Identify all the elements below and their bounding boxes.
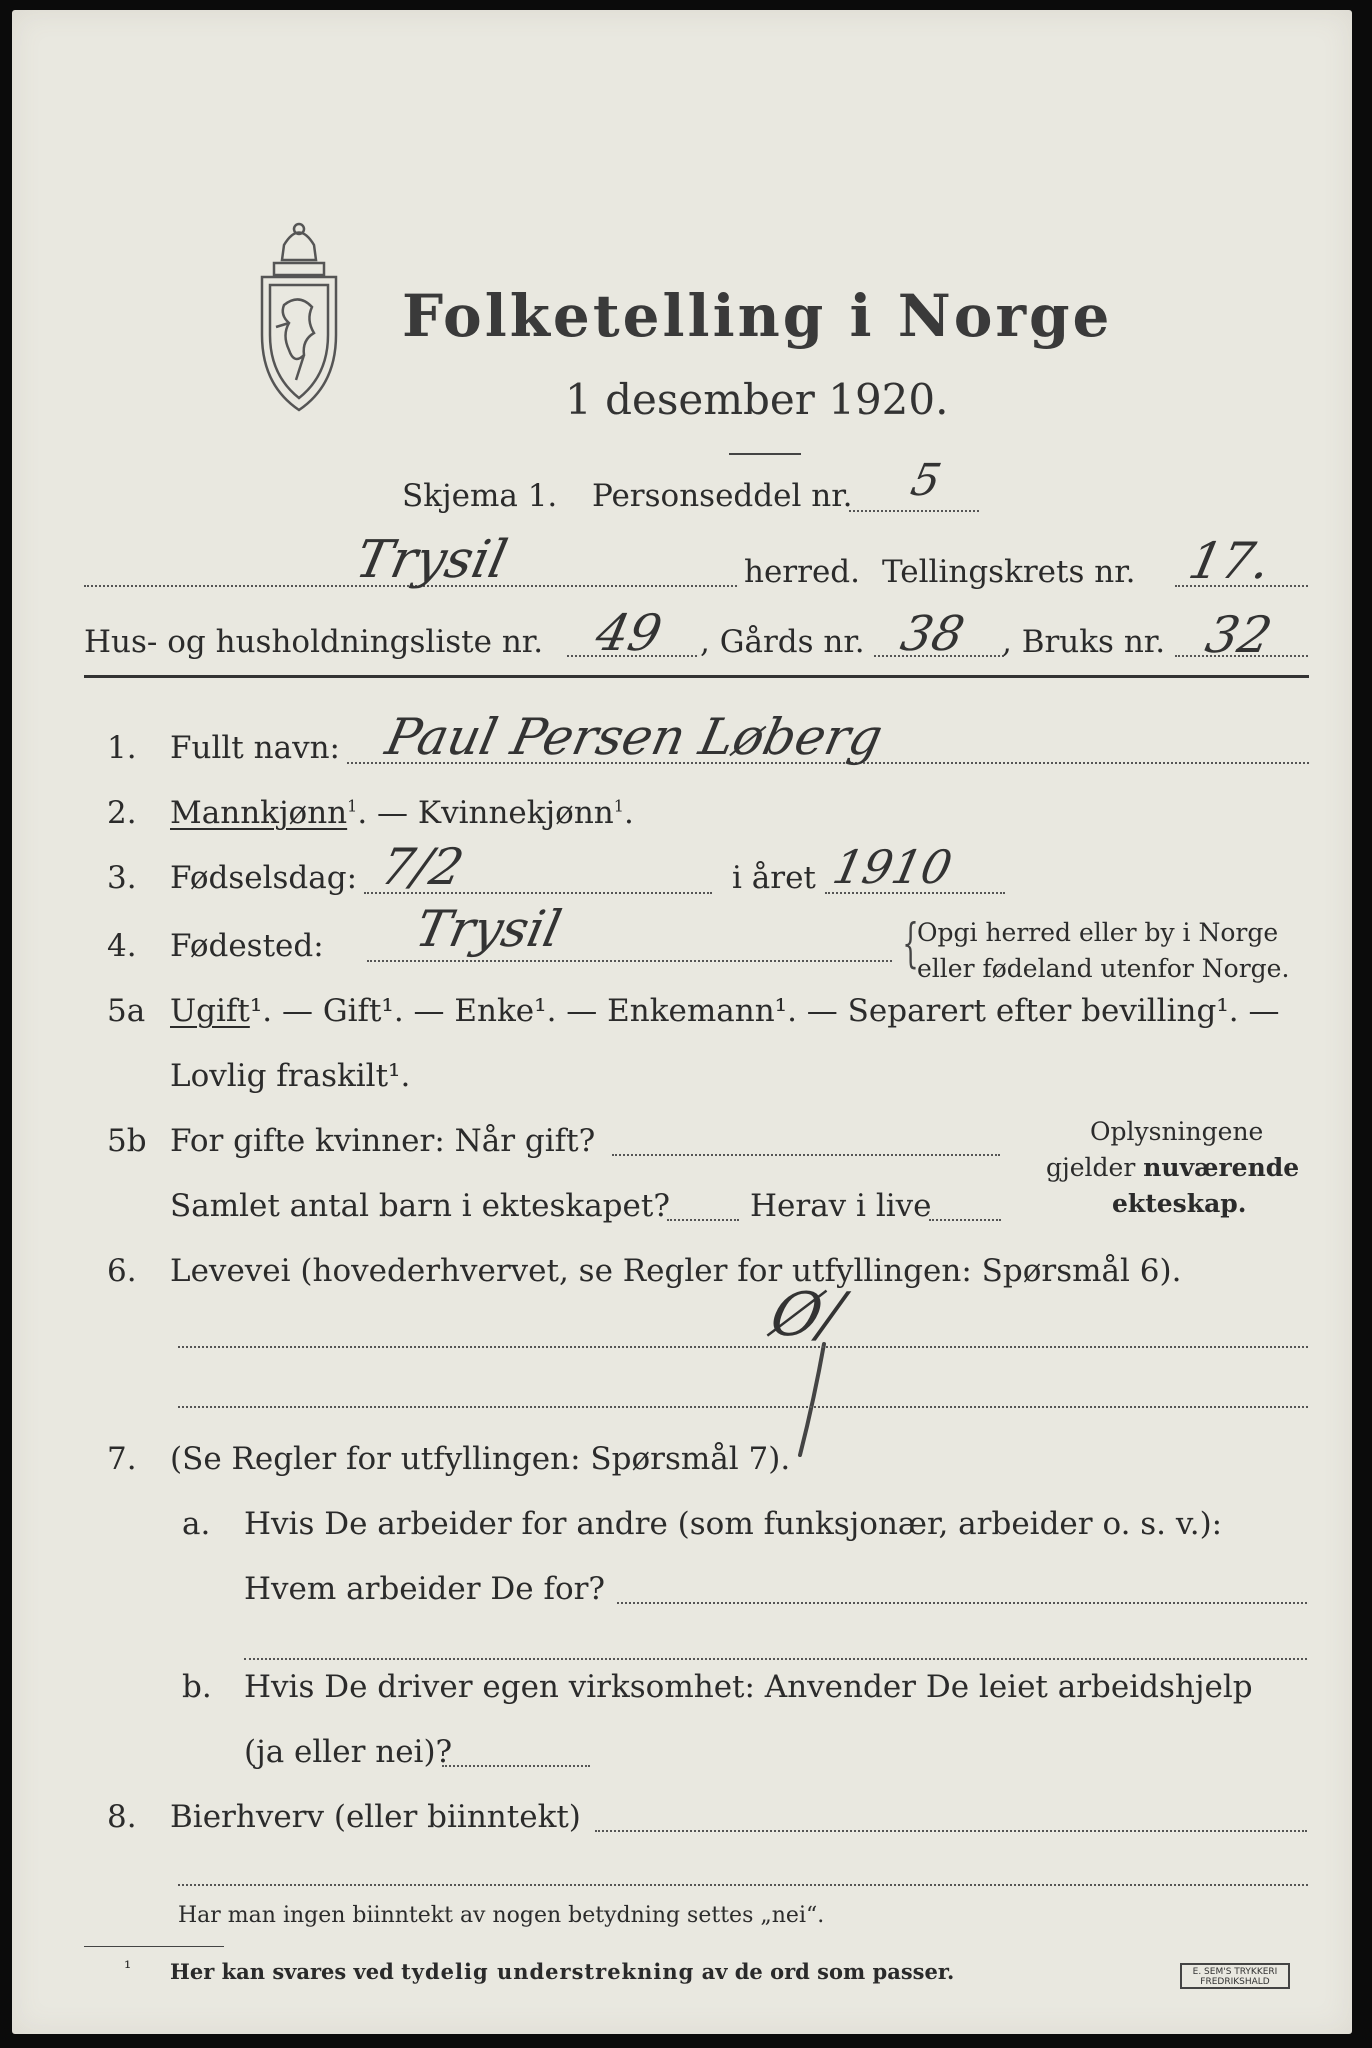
personseddel-value: 5 bbox=[906, 455, 946, 506]
stamp-line1: E. SEM'S TRYKKERI bbox=[1192, 1967, 1278, 1977]
q4-note-line1: Opgi herred eller by i Norge bbox=[917, 918, 1279, 947]
q5b-label1: For gifte kvinner: Når gift? bbox=[170, 1123, 596, 1159]
q5b-line1 bbox=[612, 1154, 1000, 1156]
q5b-label3: Herav i live bbox=[750, 1188, 932, 1224]
q4-line bbox=[367, 960, 892, 962]
herred-value: Trysil bbox=[350, 530, 513, 590]
q2-mann: Mannkjønn bbox=[170, 795, 348, 831]
q6-line2 bbox=[178, 1406, 1308, 1408]
stamp-line2: FREDRIKSHALD bbox=[1200, 1977, 1270, 1987]
q5b-note1: Oplysningene bbox=[1090, 1117, 1264, 1146]
q7a-line2 bbox=[244, 1658, 1307, 1660]
q7-label: (Se Regler for utfyllingen: Spørsmål 7). bbox=[170, 1441, 791, 1477]
q4-brace: { bbox=[902, 914, 919, 974]
q2-kvinne: Kvinnekjønn bbox=[417, 795, 614, 831]
q7b-number: b. bbox=[182, 1669, 212, 1705]
q4-label: Fødested: bbox=[170, 928, 324, 964]
footnote-c: av de ord som passer. bbox=[694, 1959, 955, 1984]
footnote-a: Her kan svares ved bbox=[170, 1959, 402, 1984]
q8-number: 8. bbox=[107, 1799, 137, 1835]
q4-value: Trysil bbox=[410, 900, 567, 958]
q7b-label: Hvis De driver egen virksomhet: Anvender De leiet arbeidshjelp bbox=[244, 1669, 1253, 1705]
personseddel-line bbox=[849, 510, 979, 512]
q3-aaret-value: 1910 bbox=[828, 840, 957, 894]
q8-line1 bbox=[595, 1830, 1307, 1832]
q5b-number: 5b bbox=[107, 1123, 147, 1159]
q5b-note2b: nuværende bbox=[1143, 1153, 1300, 1182]
q5a-ugift: Ugift bbox=[170, 993, 250, 1029]
q7a-label2: Hvem arbeider De for? bbox=[244, 1571, 606, 1607]
q3-value: 7/2 bbox=[375, 838, 469, 896]
footer-note: Har man ingen biinntekt av nogen betydning settes „nei“. bbox=[178, 1903, 825, 1928]
q2-sup2: 1 bbox=[613, 796, 624, 816]
header-divider bbox=[84, 675, 1309, 678]
footnote-number: ¹ bbox=[124, 1958, 132, 1979]
page-title: Folketelling i Norge bbox=[402, 282, 1113, 350]
q7a-number: a. bbox=[182, 1506, 211, 1542]
q2-number: 2. bbox=[107, 795, 137, 831]
q7b-label2: (ja eller nei)? bbox=[244, 1734, 453, 1770]
q8-label: Bierhverv (eller biinntekt) bbox=[170, 1799, 581, 1835]
q3-aaret-label: i året bbox=[732, 860, 816, 896]
q4-note-text: eller fødeland utenfor Norge. bbox=[917, 954, 1290, 983]
q6-line1 bbox=[178, 1346, 1308, 1348]
q5b-note2a: gjelder bbox=[1046, 1153, 1144, 1182]
bruks-value: 32 bbox=[1200, 606, 1277, 664]
q8-line2 bbox=[178, 1884, 1308, 1886]
page-subtitle: 1 desember 1920. bbox=[565, 375, 949, 424]
printer-stamp bbox=[1180, 1963, 1290, 1989]
q5a-options bbox=[170, 993, 1279, 1029]
census-form bbox=[12, 10, 1352, 2034]
tellingskrets-value: 17. bbox=[1183, 532, 1276, 590]
q4-number: 4. bbox=[107, 928, 137, 964]
q7-number: 7. bbox=[107, 1441, 137, 1477]
q5b-line2 bbox=[667, 1219, 739, 1221]
q2-sep: . — bbox=[357, 795, 418, 831]
q5a-line2: Lovlig fraskilt¹. bbox=[170, 1058, 411, 1094]
q6-stroke-mark bbox=[782, 1340, 842, 1460]
q2-sup1: 1 bbox=[347, 796, 358, 816]
gards-label: , Gårds nr. bbox=[700, 624, 865, 660]
tellingskrets-label: Tellingskrets nr. bbox=[882, 554, 1136, 590]
q7a-line1 bbox=[617, 1602, 1307, 1604]
hus-value: 49 bbox=[590, 604, 667, 662]
q1-value: Paul Persen Løberg bbox=[380, 708, 888, 766]
q6-label: Levevei (hovederhvervet, se Regler for utfyllingen: Spørsmål 6). bbox=[170, 1253, 1182, 1289]
q5b-note2 bbox=[1046, 1153, 1299, 1182]
q7a-label: Hvis De arbeider for andre (som funksjonær, arbeider o. s. v.): bbox=[244, 1506, 1223, 1542]
q1-label: Fullt navn: bbox=[170, 730, 340, 766]
herred-label: herred. bbox=[744, 554, 860, 590]
q3-number: 3. bbox=[107, 860, 137, 896]
q5b-line3 bbox=[929, 1219, 1001, 1221]
q7b-line bbox=[442, 1765, 590, 1767]
title-divider bbox=[729, 453, 801, 455]
q5b-label2: Samlet antal barn i ekteskapet? bbox=[170, 1188, 670, 1224]
q1-number: 1. bbox=[107, 730, 137, 766]
personseddel-label: Personseddel nr. bbox=[592, 478, 853, 514]
q6-number: 6. bbox=[107, 1253, 137, 1289]
q3-label: Fødselsdag: bbox=[170, 860, 358, 896]
q2-end: . bbox=[623, 795, 634, 831]
gards-value: 38 bbox=[896, 606, 970, 662]
q5a-rest: ¹. — Gift¹. — Enke¹. — Enkemann¹. — Separert efter bevilling¹. — bbox=[249, 993, 1280, 1029]
q6-value: Ø/ bbox=[764, 1280, 849, 1350]
footnote-divider bbox=[84, 1946, 224, 1947]
footnote-text bbox=[170, 1959, 954, 1984]
q2-sex bbox=[170, 795, 634, 831]
coat-of-arms-icon bbox=[244, 215, 354, 415]
footnote-b: tydelig understrekning bbox=[401, 1959, 695, 1984]
q5b-note3: ekteskap. bbox=[1112, 1189, 1247, 1218]
q4-note-line2 bbox=[917, 954, 1289, 983]
bruks-label: , Bruks nr. bbox=[1002, 624, 1166, 660]
skjema-label: Skjema 1. bbox=[402, 478, 558, 514]
q5a-number: 5a bbox=[107, 993, 146, 1029]
hus-label: Hus- og husholdningsliste nr. bbox=[84, 624, 544, 660]
